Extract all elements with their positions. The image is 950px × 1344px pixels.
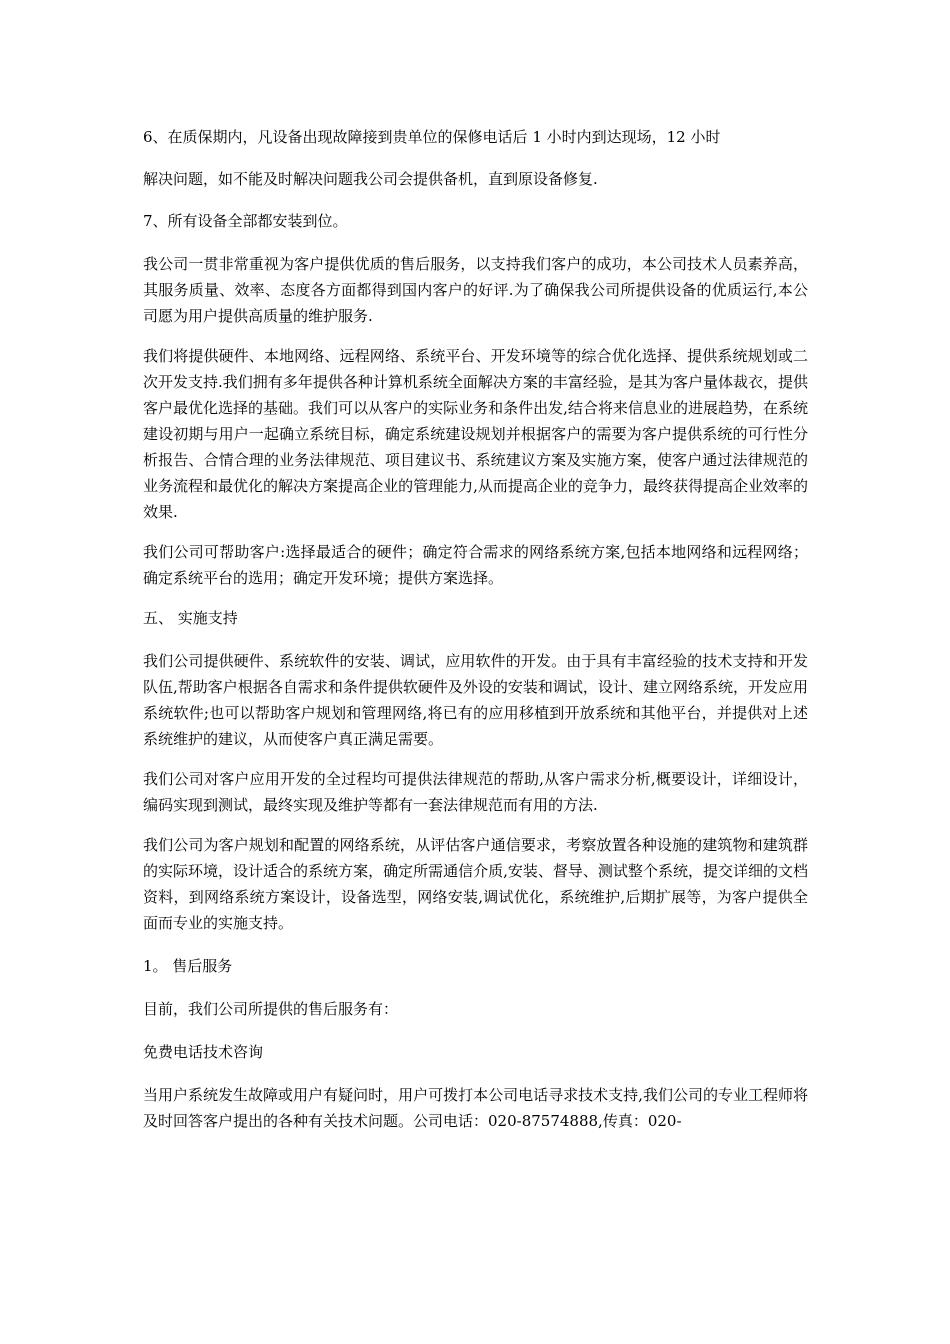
- paragraph-development-process: 我们公司对客户应用开发的全过程均可提供法律规范的帮助,从客户需求分析,概要设计，详细设计，编码实现到测试，最终实现及维护等都有一套法律规范而有用的方法.: [143, 770, 808, 814]
- paragraph-free-phone-support: 免费电话技术咨询: [143, 1043, 264, 1061]
- document-body: [143, 124, 808, 1134]
- paragraph-network-systems: 我们公司为客户规划和配置的网络系统，从评估客户通信要求，考察放置各种设施的建筑物和建筑群的实际环境，设计适合的系统方案，确定所需通信介质,安装、督导、测试整个系统，提交详细的文档资料，到网络系统方案设计，设备选型，网络安装,调试优化，系统维护,后期扩展等，为客户提供全面而专业的实施支持。: [143, 836, 808, 932]
- section-heading-implementation: 五、 实施支持: [143, 609, 238, 627]
- paragraph-system-planning: 我们将提供硬件、本地网络、远程网络、系统平台、开发环境等的综合优化选择、提供系统规划或二次开发支持.我们拥有多年提供各种计算机系统全面解决方案的丰富经验，是其为客户量体裁衣，提供客户最优化选择的基础。我们可以从客户的实际业务和条件出发,结合将来信息业的进展趋势，在系统建设初期与用户一起确立系统目标，确定系统建设规划并根据客户的需要为客户提供系统的可行性分析报告、合情合理的业务法律规范、项目建议书、系统建议方案及实施方案，使客户通过法律规范的业务流程和最优化的解决方案提高企业的管理能力,从而提高企业的竞争力，最终获得提高企业效率的效果.: [143, 347, 808, 521]
- paragraph-warranty-resolution: 解决问题，如不能及时解决问题我公司会提供备机，直到原设备修复.: [143, 170, 598, 188]
- paragraph-implementation-support: 我们公司提供硬件、系统软件的安装、调试，应用软件的开发。由于具有丰富经验的技术支持和开发队伍,帮助客户根据各自需求和条件提供软硬件及外设的安装和调试，设计、建立网络系统，开发应用系统软件;也可以帮助客户规划和管理网络,将已有的应用移植到开放系统和其他平台，并提供对上述系统维护的建议，从而使客户真正满足需要。: [143, 652, 808, 748]
- paragraph-phone-contact: 当用户系统发生故障或用户有疑问时，用户可拨打本公司电话寻求技术支持,我们公司的专业工程师将及时回答客户提出的各种有关技术问题。公司电话：020-87574888,传真：020-: [143, 1086, 808, 1130]
- paragraph-customer-help: 我们公司可帮助客户:选择最适合的硬件；确定符合需求的网络系统方案,包括本地网络和远程网络；确定系统平台的选用；确定开发环境；提供方案选择。: [143, 543, 808, 587]
- paragraph-after-sales-commitment: 我公司一贯非常重视为客户提供优质的售后服务，以支持我们客户的成功，本公司技术人员素养高，其服务质量、效率、态度各方面都得到国内客户的好评.为了确保我公司所提供设备的优质运行,本公司愿为用户提供高质量的维护服务.: [143, 255, 808, 325]
- paragraph-installation: 7、所有设备全部都安装到位。: [143, 212, 348, 230]
- paragraph-warranty-response: 6、在质保期内，凡设备出现故障接到贵单位的保修电话后 1 小时内到达现场，12 小时: [143, 128, 721, 146]
- section-heading-after-sales: 1。 售后服务: [143, 957, 233, 975]
- paragraph-services-intro: 目前，我们公司所提供的售后服务有：: [143, 1000, 399, 1018]
